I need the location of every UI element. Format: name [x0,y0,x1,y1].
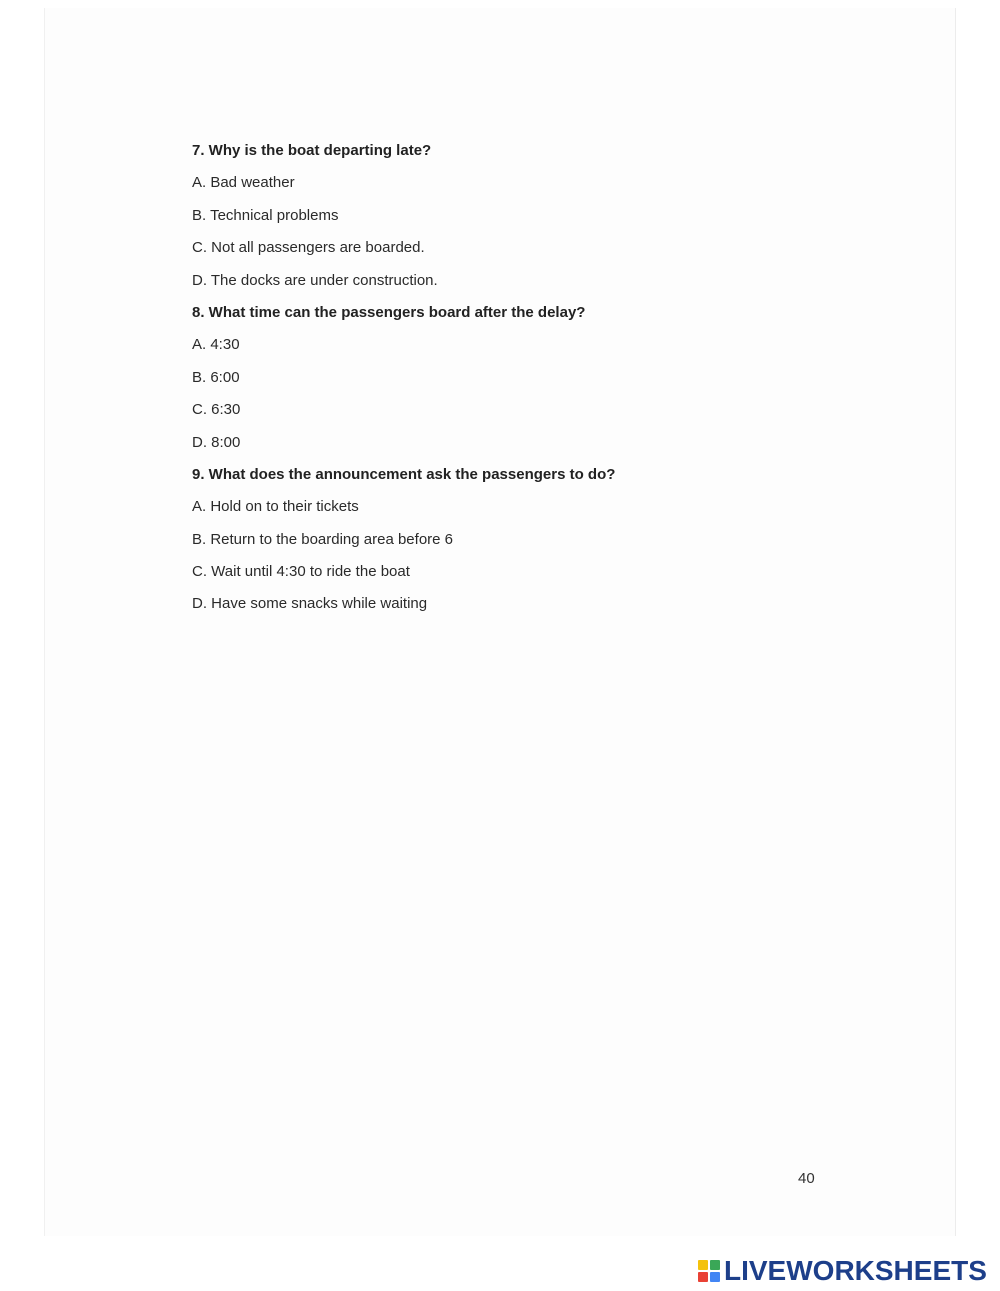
answer-option: D. 8:00 [192,433,241,451]
logo-square-green [710,1260,720,1270]
question-9 [192,464,752,626]
answer-option: C. Not all passengers are boarded. [192,239,425,257]
answer-option: C. Wait until 4:30 to ride the boat [192,563,410,581]
page-number: 40 [798,1170,815,1187]
answer-option: A. Hold on to their tickets [192,498,359,516]
answer-option: A. 4:30 [192,336,240,354]
brand-name: LIVEWORKSHEETS [724,1255,987,1286]
answer-option: B. Return to the boarding area before 6 [192,530,454,548]
question-title: 8. What time can the passengers board after the delay? [192,303,586,321]
question-title: 9. What does the announcement ask the passengers to do? [192,465,616,483]
answer-option: D. The docks are under construction. [192,271,438,289]
answer-option: B. 6:00 [192,368,240,386]
logo-square-red [698,1272,708,1282]
liveworksheets-brand[interactable] [698,1254,987,1288]
worksheet-page [44,8,956,1236]
answer-option: C. 6:30 [192,401,241,419]
logo-square-blue [710,1272,720,1282]
answer-option: D. Have some snacks while waiting [192,595,428,613]
logo-square-yellow [698,1260,708,1270]
answer-option: A. Bad weather [192,174,295,192]
question-8 [192,302,752,464]
answer-option: B. Technical problems [192,206,339,224]
question-7 [192,140,752,302]
liveworksheets-logo-icon [698,1260,720,1282]
question-list [192,140,752,626]
question-title: 7. Why is the boat departing late? [192,142,432,159]
